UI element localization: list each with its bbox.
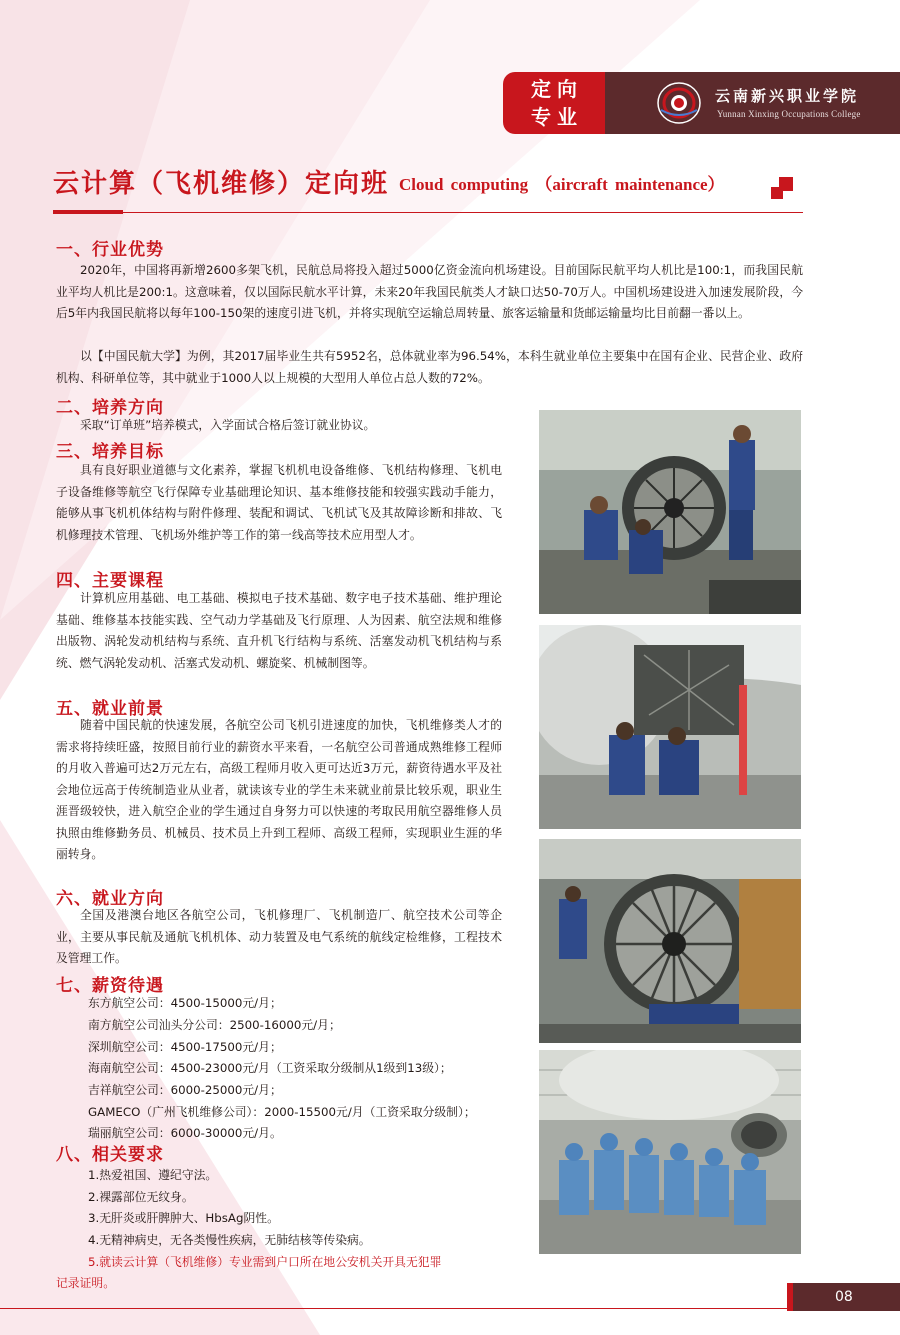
program-tag-line1: 定向: [531, 77, 583, 101]
school-name-en: Yunnan Xinxing Occupations College: [717, 109, 861, 119]
courses-paragraph: 计算机应用基础、电工基础、模拟电子技术基础、数字电子技术基础、维护理论基础、维修基本技能实践、空气动力学基础及飞行原理、人为因素、航空法规和维修出版物、涡轮发动机结构与系统、直升机飞行结构与系统、活塞发动机飞机结构与系统、燃气涡轮发动机、活塞式发动机、螺旋桨、机械制图等。: [56, 591, 502, 670]
requirement-note-cont: 记录证明。: [56, 1276, 115, 1290]
footer-rule: [0, 1308, 900, 1309]
title-underline: [123, 212, 803, 213]
requirement-note: 5.就读云计算（飞机维修）专业需到户口所在地公安机关开具无犯罪: [88, 1255, 442, 1269]
prospects-paragraph: 随着中国民航的快速发展，各航空公司飞机引进速度的加快，飞机维修类人才的需求将持续旺盛，按照目前行业的薪资水平来看，一名航空公司普通成熟维修工程师的月收入普遍可达2万元左右，高级工程师月收入更可达近3万元，薪资待遇水平及社会地位远高于传统制造业从业者，就读该专业的学生未来就业前景比较乐观，职业生涯晋级较快，进入航空企业的学生通过自身努力可以快速的考取民用航空器维修人员执照由维修勤务员、机械员、技术员上升到工程师、高级工程师，实现职业生涯的华丽转身。: [56, 718, 502, 861]
title-underline-accent: [53, 210, 123, 214]
salary-item: 深圳航空公司：4500-17500元/月；: [88, 1040, 282, 1054]
requirement-item: 4.无精神病史，无各类慢性疾病，无肺结核等传染病。: [88, 1233, 371, 1247]
requirement-item: 3.无肝炎或肝脾肿大、HbsAg阴性。: [88, 1211, 279, 1225]
industry-paragraph-1: 2020年，中国将再新增2600多架飞机，民航总局将投入超过5000亿资金流向机场建设。目前国际民航平均人机比是100:1，而我国民航业平均人机比是200:1。这意味着，仅以国际民航水平计算，未来20年我国民航类人才缺口达50-70万人。中国机场建设进入加速发展阶段，今后5年内我国民航将以每年100-150架的速度引进飞机，并将实现航空运输总周转量、旅客运输量和货邮运输量均比目前翻一番以上。: [56, 263, 803, 320]
salary-item: 海南航空公司：4500-23000元/月（工资采取分级制从1级到13级）；: [88, 1061, 452, 1075]
program-tag: [503, 72, 605, 134]
school-name-cn: 云南新兴职业学院: [715, 87, 860, 105]
turbofan-front-photo: [539, 839, 801, 1043]
salary-item: 东方航空公司：4500-15000元/月；: [88, 996, 282, 1010]
section-heading-salary: 七、薪资待遇: [56, 976, 164, 996]
salary-item: 吉祥航空公司：6000-25000元/月；: [88, 1083, 282, 1097]
requirement-item: 1.热爱祖国、遵纪守法。: [88, 1168, 218, 1182]
section-heading-direction: 二、培养方向: [56, 398, 164, 418]
page-title-en: Cloud computing （aircraft maintenance）: [399, 175, 725, 194]
section-heading-prospects: 五、就业前景: [56, 699, 164, 719]
salary-item: 南方航空公司汕头分公司：2500-16000元/月；: [88, 1018, 341, 1032]
page-number: 08: [835, 1289, 853, 1305]
corner-squares-icon: [771, 177, 793, 199]
hangar-students-photo: [539, 1050, 801, 1254]
salary-item: 瑞丽航空公司：6000-30000元/月。: [88, 1126, 282, 1140]
section-heading-courses: 四、主要课程: [56, 571, 164, 591]
school-logo-icon: [655, 80, 703, 126]
page-number-accent: [787, 1283, 793, 1311]
industry-paragraph-2: 以【中国民航大学】为例，其2017届毕业生共有5952名，总体就业率为96.54%，本科生就业单位主要集中在国有企业、民营企业、政府机构、科研单位等，其中就业于1000人以上规模的大型用人单位占总人数的72%。: [56, 349, 803, 385]
section-heading-employment: 六、就业方向: [56, 889, 164, 909]
salary-item: GAMECO（广州飞机维修公司）：2000-15500元/月（工资采取分级制）；: [88, 1105, 476, 1119]
direction-paragraph: 采取“订单班”培养模式，入学面试合格后签订就业协议。: [80, 418, 376, 432]
engine-workshop-photo: [539, 410, 801, 614]
program-tag-line2: 专业: [531, 105, 583, 129]
requirement-item: 2.裸露部位无纹身。: [88, 1190, 194, 1204]
section-heading-industry: 一、行业优势: [56, 240, 164, 260]
section-heading-goals: 三、培养目标: [56, 442, 164, 462]
engine-underwing-photo: [539, 625, 801, 829]
page-title: 云计算（飞机维修）定向班: [53, 169, 390, 199]
goals-paragraph: 具有良好职业道德与文化素养，掌握飞机机电设备维修、飞机结构修理、飞机电子设备维修等航空飞行保障专业基础理论知识、基本维修技能和较强实践动手能力，能够从事飞机机体结构与附件修理、装配和调试、飞机试飞及其故障诊断和排故、飞机修理技术管理、飞机场外维护等工作的第一线高等技术应用型人才。: [56, 463, 502, 542]
section-heading-requirements: 八、相关要求: [56, 1145, 164, 1165]
employment-paragraph: 全国及港澳台地区各航空公司，飞机修理厂、飞机制造厂、航空技术公司等企业，主要从事民航及通航飞机机体、动力装置及电气系统的航线定检维修，工程技术及管理工作。: [56, 908, 502, 965]
